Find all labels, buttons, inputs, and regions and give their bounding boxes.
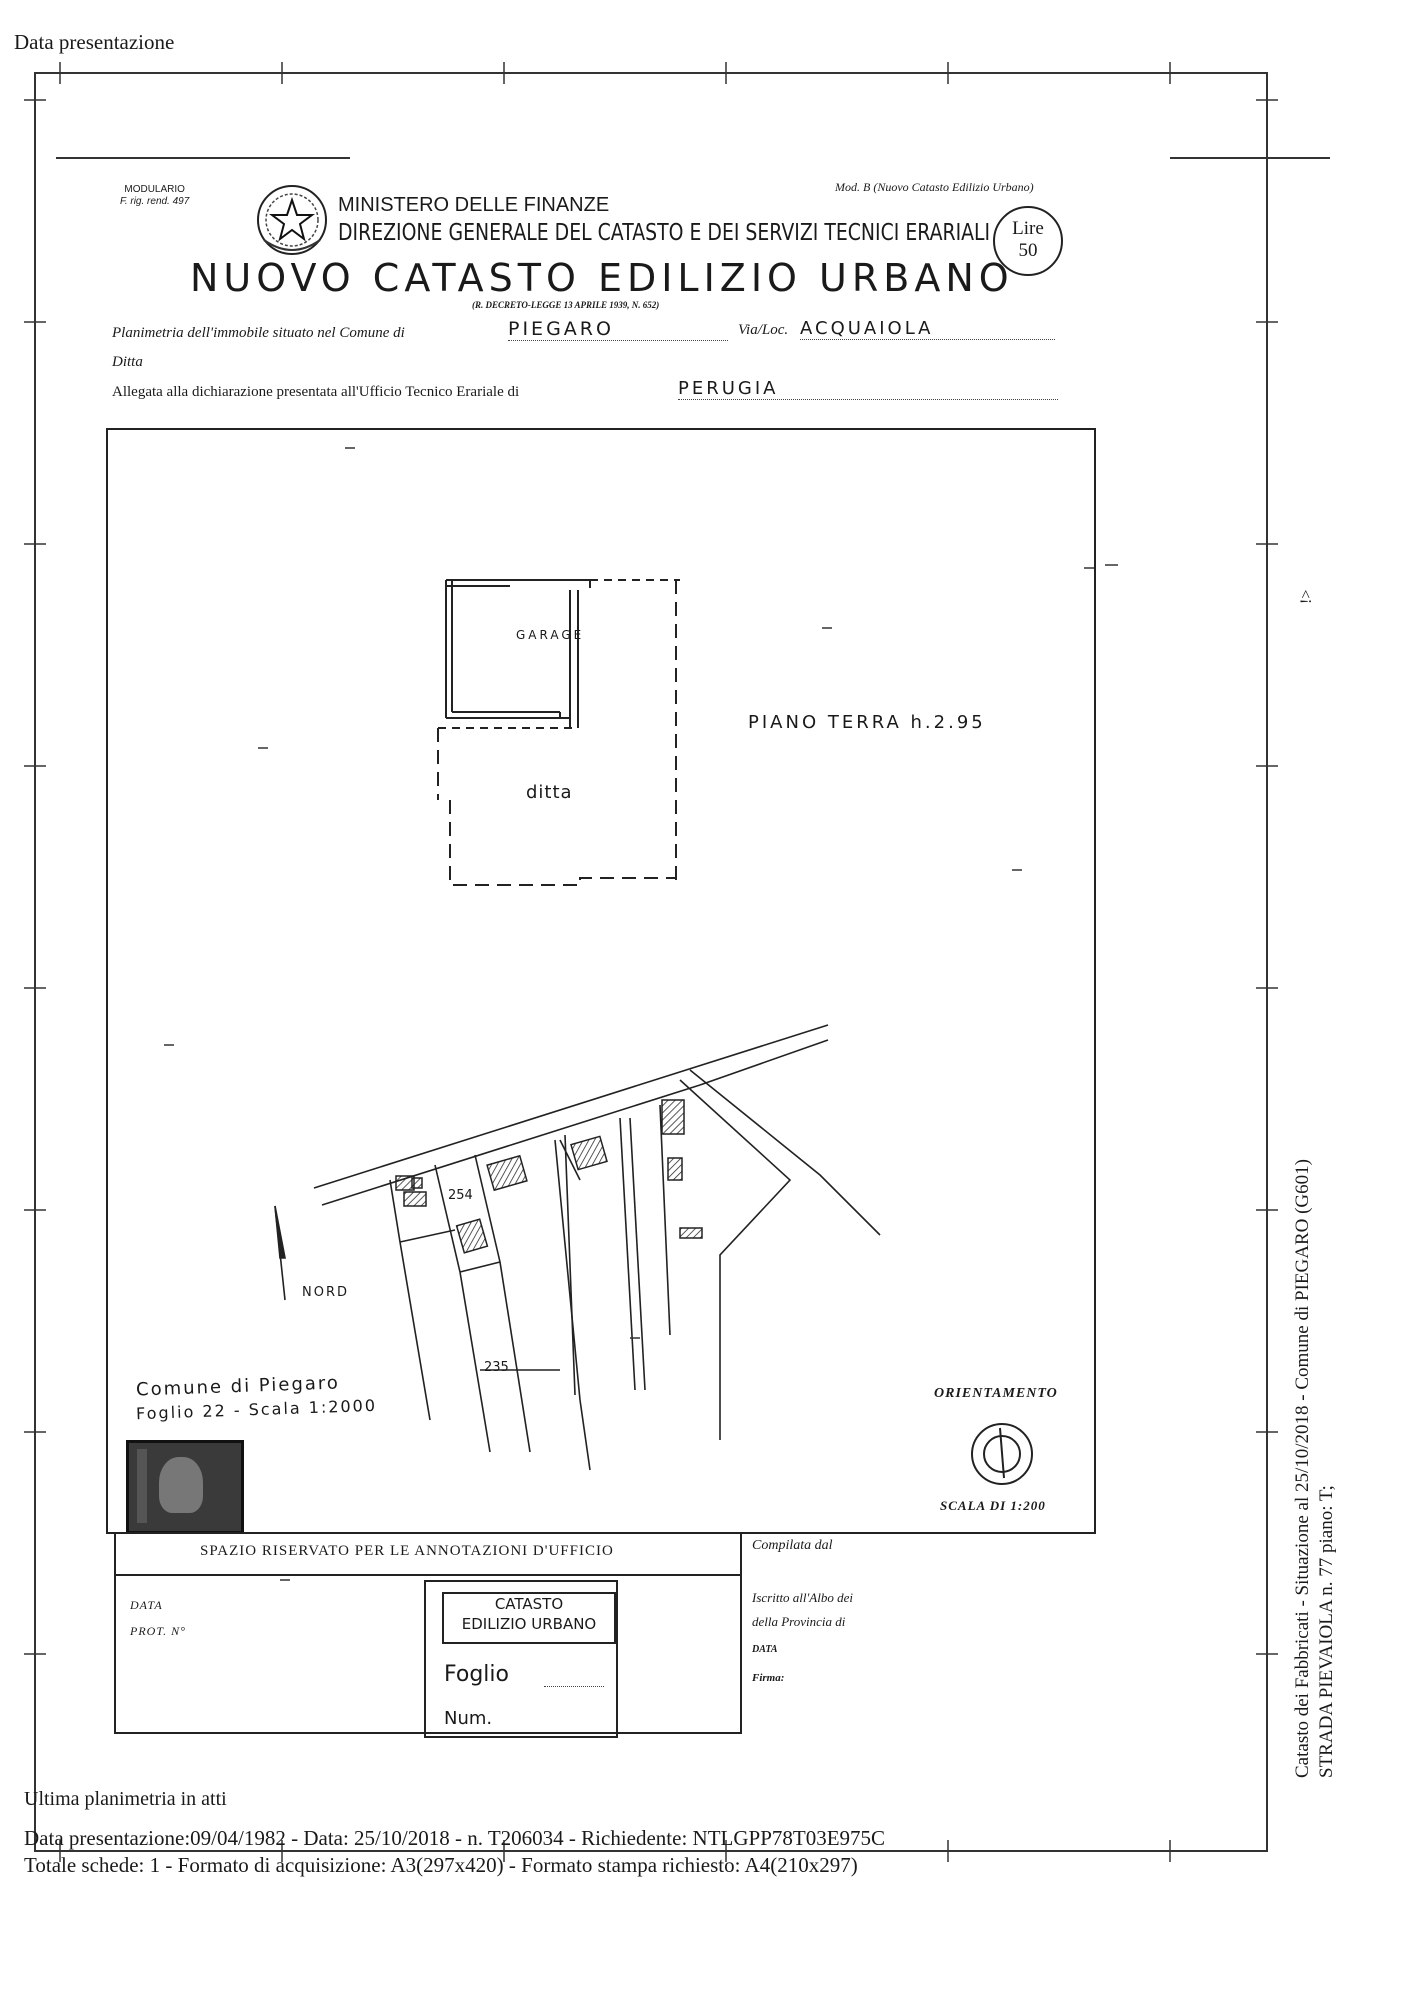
side-mark: !> bbox=[1298, 589, 1315, 604]
compass-icon bbox=[972, 1424, 1032, 1484]
office-header: SPAZIO RISERVATO PER LE ANNOTAZIONI D'UFFICIO bbox=[200, 1543, 614, 1559]
postage-stamp-icon bbox=[126, 1440, 244, 1534]
side-text-1: Catasto dei Fabbricati - Situazione al 25/10/2018 - Comune di PIEGARO (G601) bbox=[1292, 1159, 1313, 1778]
modulario-label: MODULARIO bbox=[124, 184, 185, 195]
provincia-label: della Provincia di bbox=[752, 1614, 846, 1629]
num-label: Num. bbox=[444, 1708, 493, 1729]
parcel-254-label: 254 bbox=[448, 1188, 473, 1203]
stamp-value: 50 bbox=[1018, 240, 1038, 261]
comune-note: Comune di Piegaro bbox=[135, 1372, 341, 1401]
office-prot-label: PROT. N° bbox=[130, 1624, 186, 1638]
top-label: Data presentazione bbox=[14, 30, 175, 54]
planimetria-label: Planimetria dell'immobile situato nel Comune di bbox=[112, 325, 405, 341]
via-value: ACQUAIOLA bbox=[800, 318, 1055, 340]
directorate-title: DIREZIONE GENERALE DEL CATASTO E DEI SERVIZI TECNICI ERARIALI bbox=[338, 220, 991, 246]
decree-ref: (R. DECRETO-LEGGE 13 APRILE 1939, N. 652) bbox=[472, 300, 660, 310]
catasto-stamp-line2: EDILIZIO URBANO bbox=[461, 1615, 597, 1633]
parcel-235-label: 235 bbox=[484, 1360, 509, 1375]
bottom-line-2: Totale schede: 1 - Formato di acquisizione: A3(297x420) - Formato stampa richiesto: A4(210x297) bbox=[24, 1853, 858, 1877]
room-garage-label: GARAGE bbox=[516, 628, 585, 642]
via-label: Via/Loc. bbox=[738, 322, 789, 338]
mod-ref: Mod. B (Nuovo Catasto Edilizio Urbano) bbox=[835, 180, 1034, 194]
orient-label: ORIENTAMENTO bbox=[934, 1386, 1058, 1401]
foglio-label: Foglio bbox=[444, 1662, 509, 1687]
scale-label: SCALA DI 1:200 bbox=[940, 1498, 1046, 1513]
bottom-line-1: Data presentazione:09/04/1982 - Data: 25/10/2018 - n. T206034 - Richiedente: NTLGPP78T03E975C bbox=[24, 1826, 886, 1850]
ministry-title: MINISTERO DELLE FINANZE bbox=[338, 194, 610, 216]
north-label: NORD bbox=[302, 1285, 349, 1300]
room-ditta-label: ditta bbox=[526, 782, 573, 803]
ufficio-value: PERUGIA bbox=[678, 378, 1058, 400]
catasto-stamp-line1: CATASTO bbox=[494, 1595, 564, 1613]
compilata-label: Compilata dal bbox=[752, 1538, 833, 1553]
modulario-ref: F. rig. rend. 497 bbox=[120, 196, 190, 207]
firma-label: Firma: bbox=[752, 1672, 785, 1684]
data2-label: DATA bbox=[752, 1644, 778, 1655]
floor-label: PIANO TERRA h.2.95 bbox=[748, 712, 986, 733]
ditta-label: Ditta bbox=[112, 354, 143, 370]
catasto-stamp-box bbox=[442, 1592, 616, 1644]
foglio-note: Foglio 22 - Scala 1:2000 bbox=[135, 1395, 378, 1424]
bottom-title: Ultima planimetria in atti bbox=[24, 1788, 227, 1810]
comune-value: PIEGARO bbox=[508, 318, 728, 341]
side-text-2: STRADA PIEVAIOLA n. 77 piano: T; bbox=[1316, 1485, 1337, 1778]
allegata-label: Allegata alla dichiarazione presentata all'Ufficio Tecnico Erariale di bbox=[112, 384, 520, 400]
office-data-label: DATA bbox=[130, 1598, 163, 1612]
form-title: NUOVO CATASTO EDILIZIO URBANO bbox=[190, 256, 1014, 300]
iscritto-label: Iscritto all'Albo dei bbox=[752, 1590, 853, 1605]
stamp-lire: Lire bbox=[1012, 218, 1044, 239]
